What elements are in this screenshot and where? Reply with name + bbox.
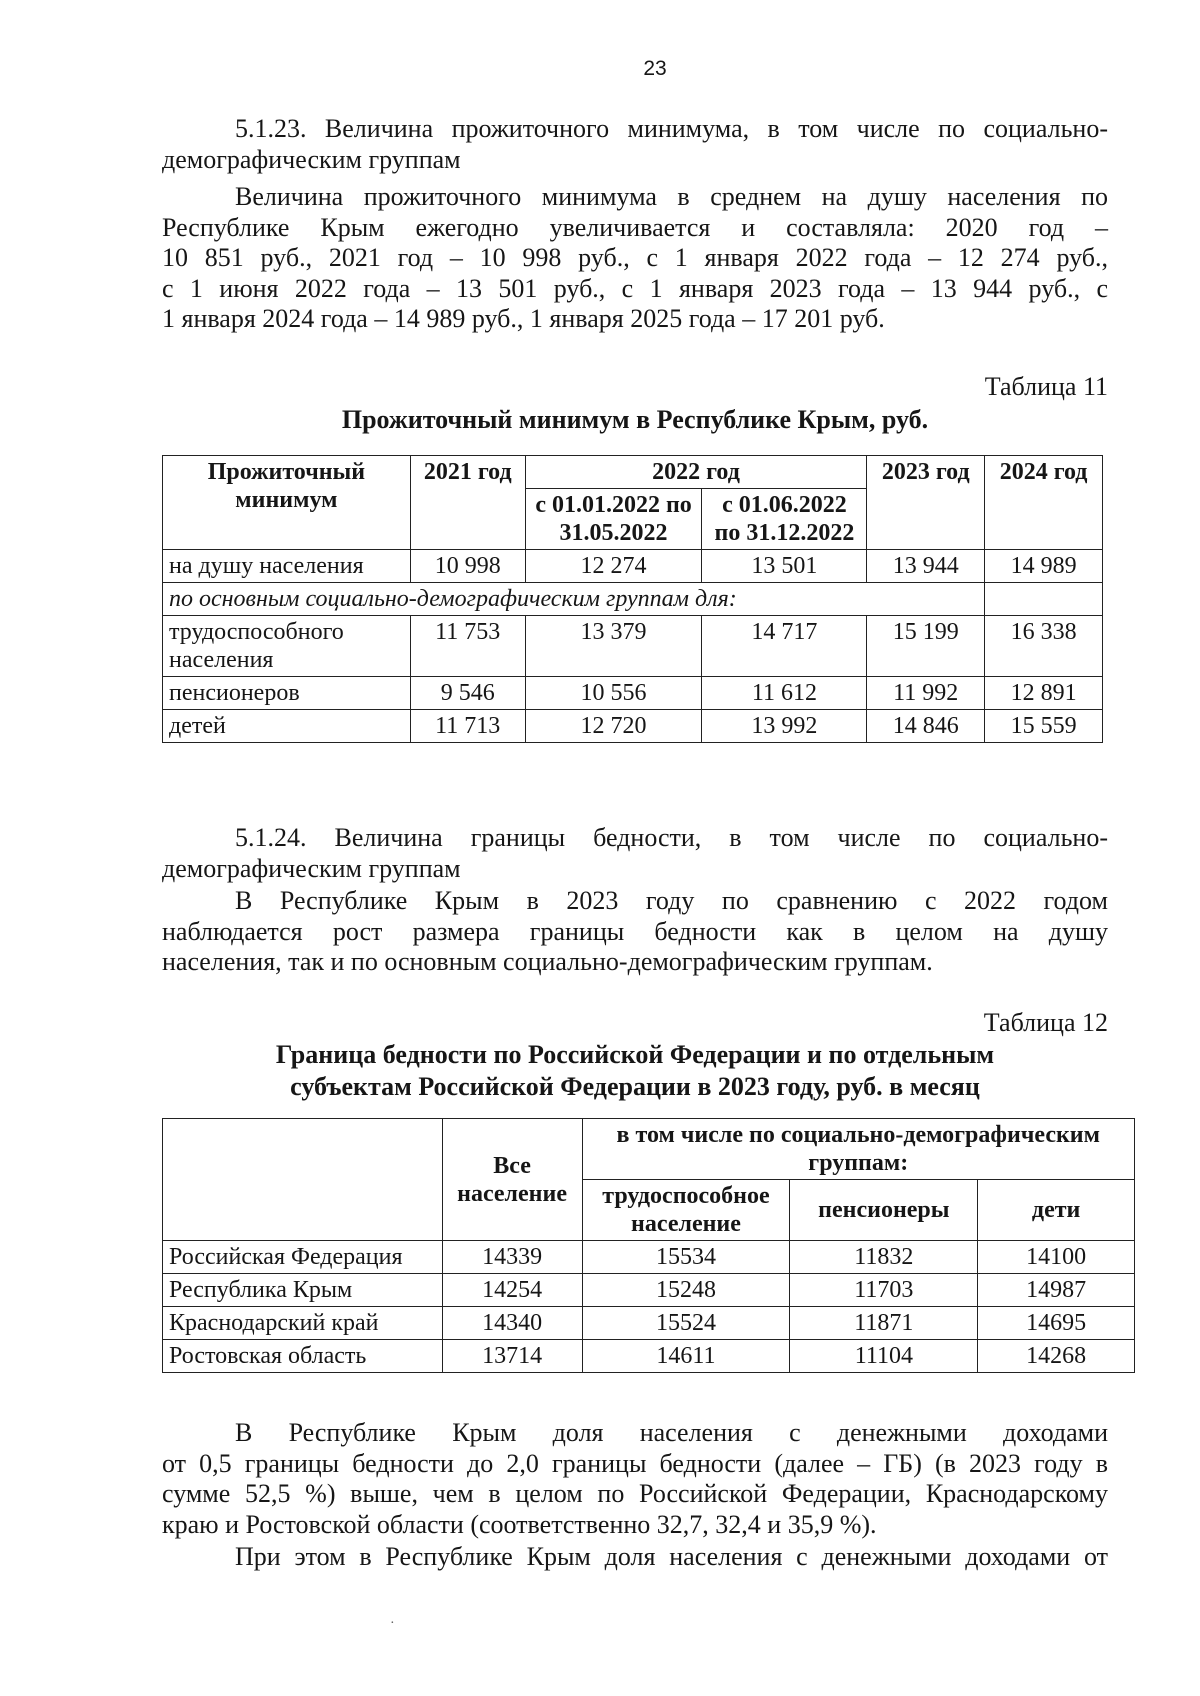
value-cell: 14268 [978,1340,1135,1373]
value-cell: 15524 [582,1307,790,1340]
text-line: При этом в Республике Крым доля населения с денежными доходами от [235,1542,1108,1571]
row-label: детей [163,710,411,743]
text-line: В Республике Крым в 2023 году по сравнению с 2022 годом [235,886,1108,915]
text-line: населения, так и по основным социально-демографическим группам. [162,947,933,976]
header-cell: Прожиточный минимум [163,456,411,550]
value-cell: 11104 [790,1340,978,1373]
value-cell: 14695 [978,1307,1135,1340]
table-row [163,710,1103,743]
value-cell: 14987 [978,1274,1135,1307]
value-cell: 15 199 [867,616,985,677]
empty-cell [985,583,1103,616]
row-label: Краснодарский край [163,1307,443,1340]
paragraph-continuation [162,1542,1108,1573]
value-cell: 15534 [582,1241,790,1274]
text-line: демографическим группам [162,853,461,883]
value-cell: 16 338 [985,616,1103,677]
value-cell: 11 612 [702,677,867,710]
value-cell: 13 992 [702,710,867,743]
value-cell: 11871 [790,1307,978,1340]
value-cell: 13 944 [867,550,985,583]
table-12 [162,1118,1135,1373]
header-cell: с 01.06.2022 по 31.12.2022 [702,489,867,550]
header-cell: в том числе по социально-демографическим группам: [582,1119,1134,1180]
paragraph-income-share [162,1418,1108,1540]
value-cell: 14 846 [867,710,985,743]
row-label: Российская Федерация [163,1241,443,1274]
section-heading-5-1-24 [162,823,1108,884]
table-row [163,677,1103,710]
value-cell: 14340 [442,1307,582,1340]
value-cell: 13 501 [702,550,867,583]
row-label: Ростовская область [163,1340,443,1373]
header-cell: 2022 год [525,456,867,489]
value-cell: 11 753 [410,616,525,677]
table-row [163,1340,1135,1373]
table-12-caption: Таблица 12 [983,1008,1108,1037]
text-line: 1 января 2024 года – 14 989 руб., 1 января 2025 года – 17 201 руб. [162,304,885,333]
value-cell: 12 891 [985,677,1103,710]
header-cell: 2021 год [410,456,525,550]
text-line: краю и Ростовской области (соответственно 32,7, 32,4 и 35,9 %). [162,1509,877,1539]
value-cell: 11703 [790,1274,978,1307]
value-cell: 10 998 [410,550,525,583]
section-heading-5-1-23 [162,114,1108,175]
row-label: Республика Крым [163,1274,443,1307]
value-cell: 14611 [582,1340,790,1373]
page-number: 23 [643,57,667,80]
row-label: трудоспособного населения [163,616,411,677]
value-cell: 14100 [978,1241,1135,1274]
text-line: 10 851 руб., 2021 год – 10 998 руб., с 1 января 2022 года – 12 274 руб., [162,243,1108,272]
header-cell: пенсионеры [790,1180,978,1241]
table-11 [162,455,1103,743]
paragraph-poverty-line [162,886,1108,978]
paragraph-subsistence-minimum [162,182,1108,335]
table-row [163,583,1103,616]
value-cell: 11832 [790,1241,978,1274]
header-cell: трудоспособное население [582,1180,790,1241]
header-cell: с 01.01.2022 по 31.05.2022 [525,489,702,550]
text-line: 5.1.23. Величина прожиточного минимума, в том числе по социально- [235,114,1108,143]
row-label: пенсионеров [163,677,411,710]
table-row [163,1307,1135,1340]
title-line: Граница бедности по Российской Федерации и по отдельным [275,1040,995,1069]
value-cell: 10 556 [525,677,702,710]
table-11-caption: Таблица 11 [984,372,1108,401]
header-cell: 2024 год [985,456,1103,550]
value-cell: 11 713 [410,710,525,743]
row-label: на душу населения [163,550,411,583]
table-row [163,550,1103,583]
text-line: с 1 июня 2022 года – 13 501 руб., с 1 января 2023 года – 13 944 руб., с [162,273,1108,303]
scan-speck: · [390,1616,395,1631]
text-line: Республике Крым ежегодно увеличивается и составляла: 2020 год – [162,212,1108,242]
text-line: сумме 52,5 %) выше, чем в целом по Российской Федерации, Краснодарскому [162,1479,1108,1508]
value-cell: 14339 [442,1241,582,1274]
value-cell: 14 717 [702,616,867,677]
title-line: субъектам Российской Федерации в 2023 году, руб. в месяц [290,1072,980,1101]
table-row [163,1241,1135,1274]
header-cell: 2023 год [867,456,985,550]
text-line: 5.1.24. Величина границы бедности, в том числе по социально- [235,823,1108,852]
text-line: от 0,5 границы бедности до 2,0 границы бедности (далее – ГБ) (в 2023 году в [162,1448,1108,1478]
table-11-title: Прожиточный минимум в Республике Крым, руб. [341,405,929,434]
value-cell: 12 720 [525,710,702,743]
value-cell: 15 559 [985,710,1103,743]
value-cell: 11 992 [867,677,985,710]
value-cell: 14254 [442,1274,582,1307]
table-row [163,616,1103,677]
table-row [163,1274,1135,1307]
header-cell: дети [978,1180,1135,1241]
text-line: наблюдается рост размера границы бедности как в целом на душу [162,916,1108,946]
value-cell: 12 274 [525,550,702,583]
value-cell: 14 989 [985,550,1103,583]
group-label: по основным социально-демографическим группам для: [163,583,985,616]
text-line: В Республике Крым доля населения с денежными доходами [235,1418,1108,1447]
value-cell: 15248 [582,1274,790,1307]
header-cell-empty [163,1119,443,1241]
text-line: демографическим группам [162,144,461,174]
text-line: Величина прожиточного минимума в среднем на душу населения по [235,182,1108,211]
value-cell: 9 546 [410,677,525,710]
header-cell: Все население [442,1119,582,1241]
value-cell: 13714 [442,1340,582,1373]
value-cell: 13 379 [525,616,702,677]
table-12-title [162,1039,1108,1103]
